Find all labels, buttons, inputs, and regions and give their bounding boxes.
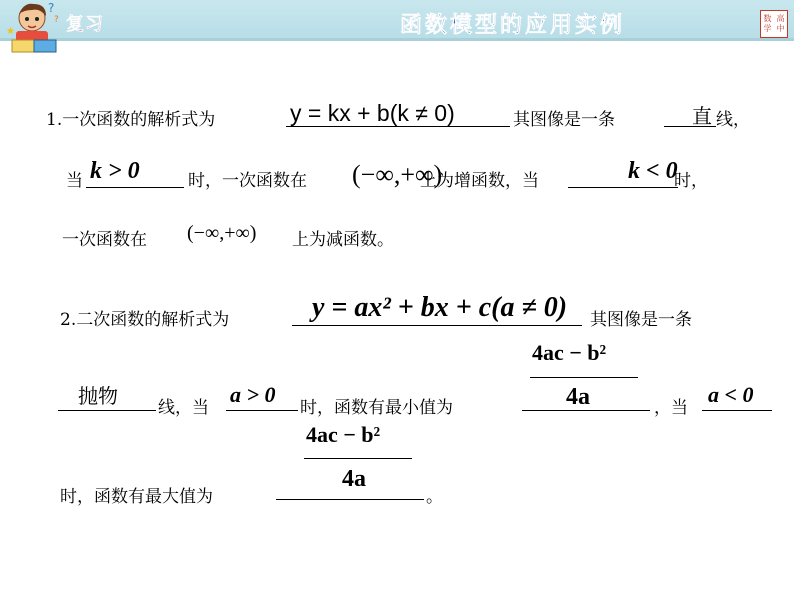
item1-interval-big: (−∞,+∞)	[352, 160, 443, 189]
page-title: 函数模型的应用实例	[400, 13, 626, 38]
item2-max-blank	[276, 499, 424, 500]
item1-tail: 线，	[716, 110, 750, 130]
item2-shape-answer: 抛物	[78, 384, 118, 408]
item2-lead: 2.二次函数的解析式为	[60, 310, 230, 330]
item2-line3-a: 时，函数有最大值为	[60, 487, 213, 507]
item2-formula-blank	[292, 325, 582, 326]
item2-frac1-bar	[530, 377, 638, 378]
svg-text:?: ?	[48, 1, 55, 15]
item2-cond-neg-blank	[702, 410, 772, 411]
item2-shape-blank	[58, 410, 156, 411]
item1-formula: y = kx + b(k ≠ 0)	[290, 100, 455, 126]
school-seal	[760, 10, 788, 38]
item1-line2-time: 时，一次函数在	[188, 171, 307, 191]
item2-line3-end: 。	[426, 487, 443, 507]
header-bar	[0, 0, 794, 40]
item2-line2-c: ，当	[654, 398, 688, 418]
svg-text:★: ★	[6, 26, 15, 37]
item1-line2-start: 当	[66, 171, 83, 191]
item1-line2-mid: 上为增函数，当	[420, 171, 539, 191]
seal-char: 数	[763, 14, 772, 23]
section-label: 复习	[66, 14, 104, 35]
item1-shape-answer: 直	[692, 104, 712, 128]
seal-char: 中	[776, 24, 785, 33]
item1-mid: 其图像是一条	[513, 110, 615, 130]
item2-frac2-denominator: 4a	[342, 466, 366, 492]
item2-frac1-numerator: 4ac − b²	[532, 340, 607, 365]
item2-frac2-numerator: 4ac − b²	[306, 422, 381, 447]
item2-line2-a: 线，当	[158, 398, 209, 418]
item2-line2-b: 时，函数有最小值为	[300, 398, 453, 418]
seal-char: 高	[776, 14, 785, 23]
item2-cond-pos-blank	[226, 410, 298, 411]
item1-cond-pos-blank	[86, 187, 184, 188]
item2-frac1-denominator: 4a	[566, 384, 590, 410]
item1-interval-small: (−∞,+∞)	[187, 222, 257, 244]
item1-lead: 1.一次函数的解析式为	[46, 110, 216, 130]
item2-mid: 其图像是一条	[590, 310, 692, 330]
item1-line3-start: 一次函数在	[62, 230, 147, 250]
mascot-reading-icon	[4, 0, 64, 56]
seal-char: 学	[763, 24, 772, 33]
item1-cond-pos: k > 0	[90, 158, 140, 184]
svg-text:?: ?	[54, 15, 59, 25]
item1-cond-neg-blank	[568, 187, 678, 188]
item1-line2-end: 时，	[674, 171, 708, 191]
item1-line3-end: 上为减函数。	[292, 230, 394, 250]
item1-cond-neg: k < 0	[628, 158, 678, 184]
item2-frac2-bar	[304, 458, 412, 459]
item2-formula: y = ax² + bx + c(a ≠ 0)	[312, 292, 568, 323]
header-divider	[0, 38, 794, 41]
item2-cond-pos: a > 0	[230, 382, 276, 407]
item2-cond-neg: a < 0	[708, 382, 754, 407]
